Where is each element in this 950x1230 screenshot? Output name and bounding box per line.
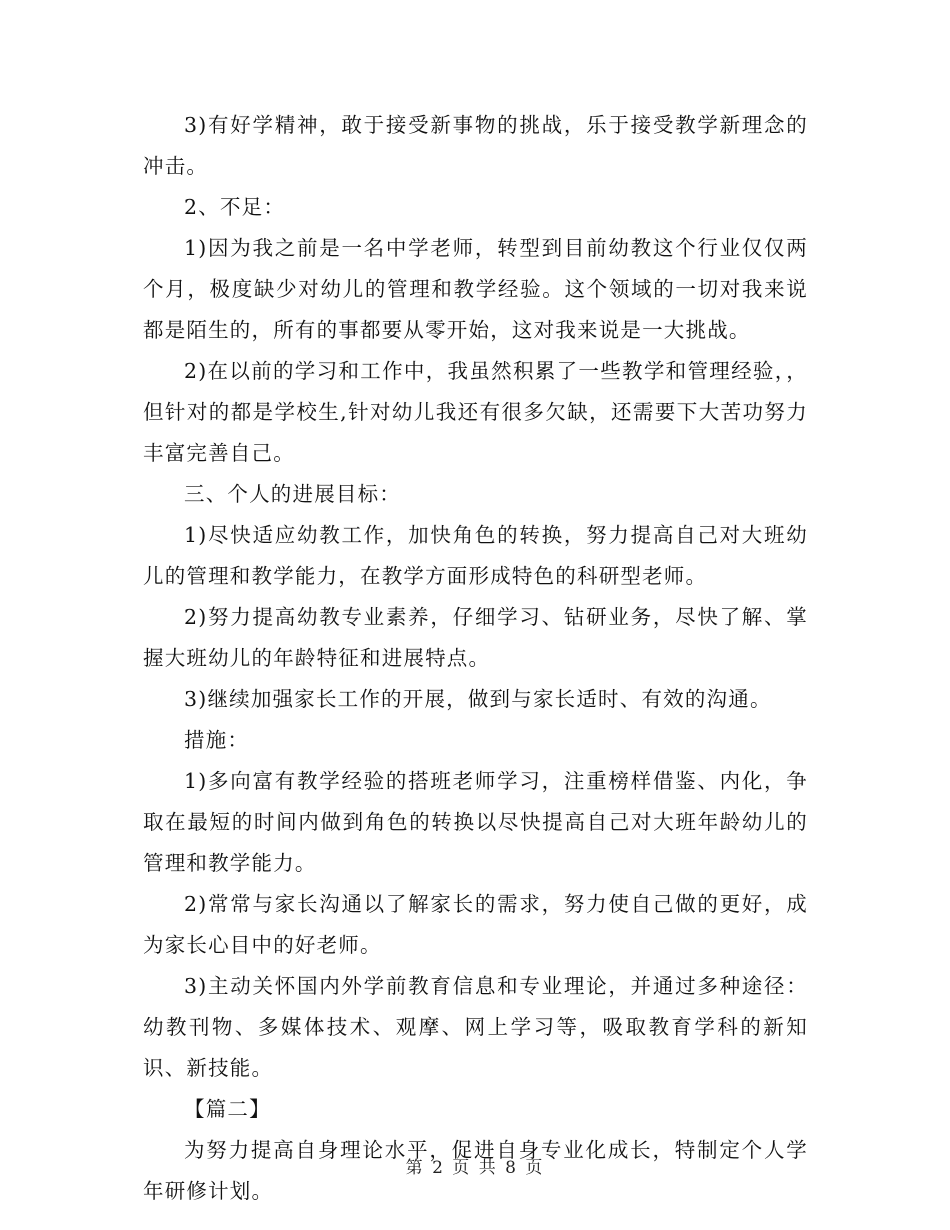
paragraph-part-two-intro: 为努力提高自身理论水平，促进自身专业化成长，特制定个人学年研修计划。 [143, 1138, 808, 1203]
paragraph-goal-1: 1)尽快适应幼教工作，加快角色的转换，努力提高自己对大班幼儿的管理和教学能力，在教学方面形成特色的科研型老师。 [143, 523, 808, 588]
document-body [143, 105, 808, 1212]
heading-personal-goals: 三、个人的进展目标： [184, 482, 401, 506]
page-footer: 第 2 页 共 8 页 [405, 1158, 545, 1178]
paragraph-measure-3: 3)主动关怀国内外学前教育信息和专业理论，并通过多种途径：幼教刊物、多媒体技术、观摩、网上学习等，吸取教育学科的新知识、新技能。 [143, 974, 808, 1080]
paragraph-shortcoming-1: 1)因为我之前是一名中学老师，转型到目前幼教这个行业仅仅两个月，极度缺少对幼儿的管理和教学经验。这个领域的一切对我来说都是陌生的，所有的事都要从零开始，这对我来说是一大挑战。 [143, 236, 808, 342]
heading-shortcomings: 2、不足： [184, 195, 286, 219]
paragraph-goal-3: 3)继续加强家长工作的开展，做到与家长适时、有效的沟通。 [184, 687, 772, 711]
paragraph-goal-2: 2)努力提高幼教专业素养，仔细学习、钻研业务，尽快了解、掌握大班幼儿的年龄特征和进展特点。 [143, 605, 808, 670]
heading-measures: 措施： [184, 728, 250, 752]
heading-part-two: 【篇二】 [184, 1097, 271, 1121]
paragraph-shortcoming-2: 2)在以前的学习和工作中，我虽然积累了一些教学和管理经验，，但针对的都是学校生,针对幼儿我还有很多欠缺，还需要下大苦功努力丰富完善自己。 [143, 359, 808, 465]
paragraph-measure-2: 2)常常与家长沟通以了解家长的需求，努力使自己做的更好，成为家长心目中的好老师。 [143, 892, 808, 957]
paragraph-strength-3: 3)有好学精神，敢于接受新事物的挑战，乐于接受教学新理念的冲击。 [143, 113, 808, 178]
paragraph-measure-1: 1)多向富有教学经验的搭班老师学习，注重榜样借鉴、内化，争取在最短的时间内做到角色的转换以尽快提高自己对大班年龄幼儿的管理和教学能力。 [143, 769, 808, 875]
